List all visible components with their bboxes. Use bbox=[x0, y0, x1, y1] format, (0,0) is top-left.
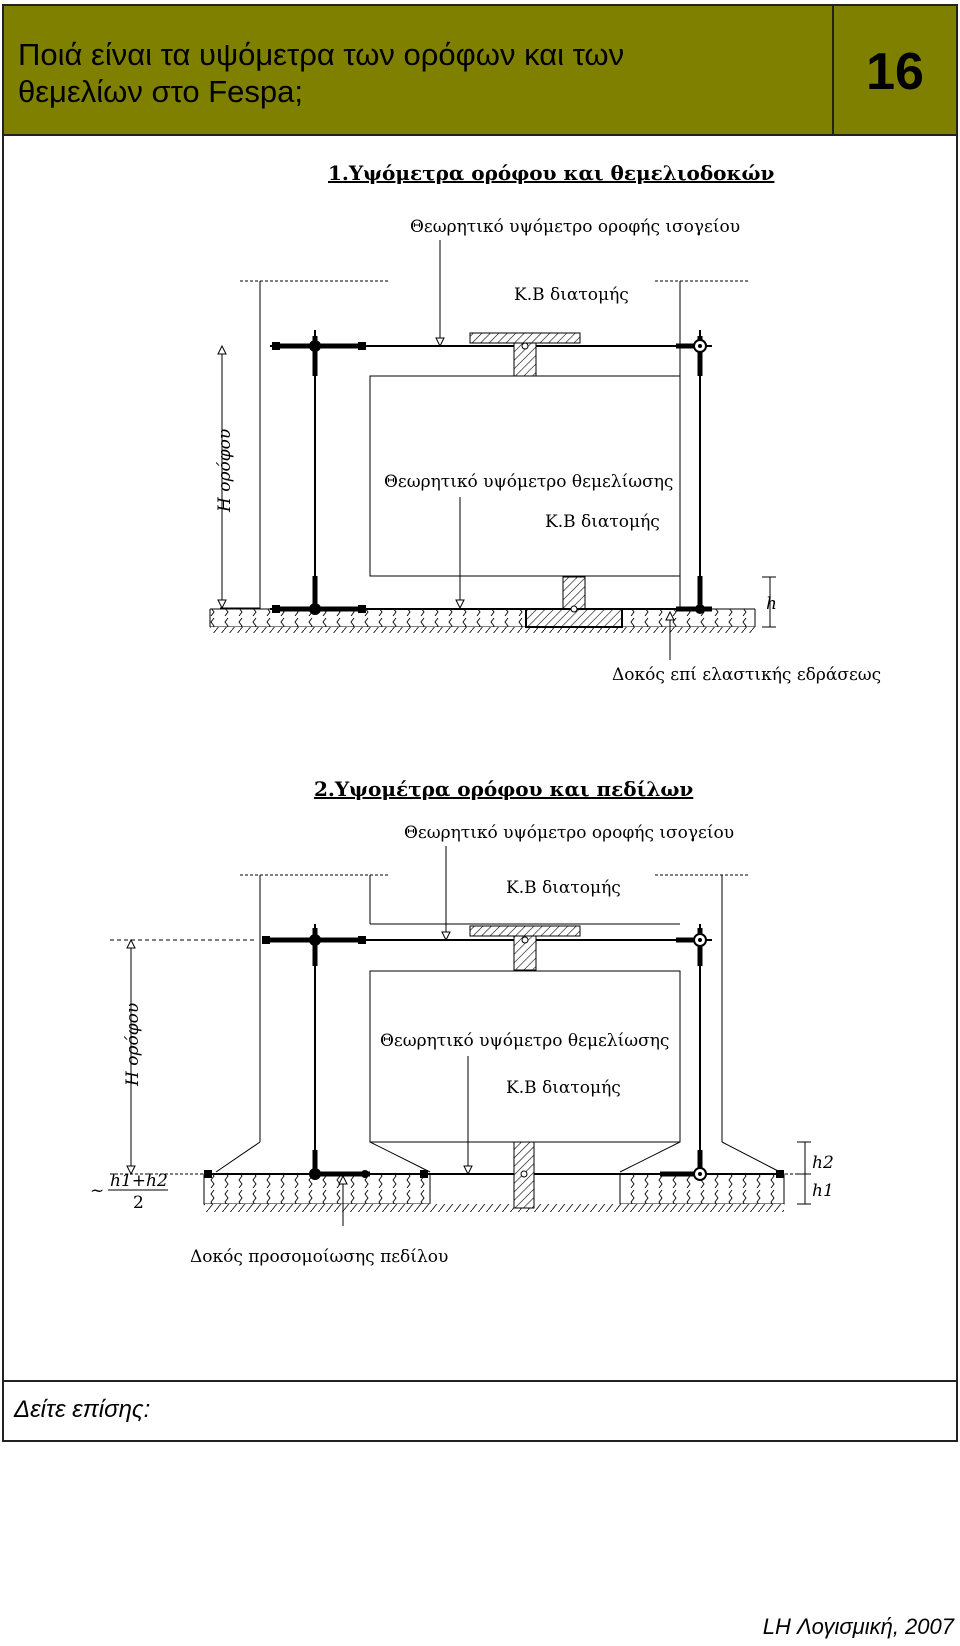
diagram2-t-flange-top bbox=[470, 926, 580, 936]
footer-credit: LH Λογισμική, 2007 bbox=[762, 1614, 954, 1639]
diagram1-section-top: Κ.Β διατομής bbox=[514, 285, 629, 305]
diagram2-footing-left-slopes bbox=[216, 1142, 430, 1172]
diagram1-roof-arrow bbox=[436, 338, 444, 346]
see-also-row bbox=[2, 1380, 958, 1442]
diagram1-foundation-label: Θεωρητικό υψόμετρο θεμελίωσης bbox=[384, 472, 674, 492]
diagram1-ground-hatch bbox=[210, 627, 755, 633]
diagram1-t-web-bottom bbox=[563, 577, 585, 609]
diagram2-foundation-label: Θεωρητικό υψόμετρο θεμελίωσης bbox=[380, 1031, 670, 1051]
diagram1-joint-bottom-left bbox=[272, 576, 366, 615]
diagram1-roof-label: Θεωρητικό υψόμετρο οροφής ισογείου bbox=[410, 217, 741, 237]
diagram2-height-label: Η ορόφου bbox=[123, 1002, 143, 1086]
diagram1-height-arrow-bottom bbox=[218, 600, 226, 608]
diagram2-formula-denominator: 2 bbox=[133, 1193, 144, 1213]
see-also-label: Δείτε επίσης: bbox=[14, 1396, 151, 1423]
page-title: Ποιά είναι τα υψόμετρα των ορόφων και των θεμελίων στο Fespa; bbox=[18, 37, 625, 109]
diagram1-node-top bbox=[522, 343, 528, 349]
diagram2-inner-box bbox=[370, 971, 680, 1142]
diagram2-section-top: Κ.Β διατομής bbox=[506, 878, 621, 898]
diagram1-section-bottom: Κ.Β διατομής bbox=[545, 512, 660, 532]
diagram2-roof-label: Θεωρητικό υψόμετρο οροφής ισογείου bbox=[404, 823, 735, 843]
diagram2-roof-arrow bbox=[442, 932, 450, 940]
diagram2-joint-top-right bbox=[676, 928, 706, 966]
diagram2-h1-label: h1 bbox=[812, 1181, 834, 1201]
diagram2-node-bottom bbox=[521, 1171, 527, 1177]
diagram1-joint-top-left bbox=[272, 336, 366, 376]
diagram1-node-bottom bbox=[571, 606, 577, 612]
diagram2-h2-label: h2 bbox=[812, 1153, 834, 1173]
diagram2-formula-numerator: h1+h2 bbox=[110, 1171, 168, 1191]
diagram2-node-top bbox=[522, 937, 528, 943]
diagram1-title: 1.Υψόμετρα ορόφου και θεμελιοδοκών bbox=[328, 161, 775, 185]
diagram1-height-arrow-top bbox=[218, 346, 226, 354]
diagram1-height-label: Η ορόφου bbox=[215, 428, 235, 512]
diagram2-joint-top-left bbox=[262, 928, 366, 966]
diagram1-t-flange-top bbox=[470, 333, 580, 343]
diagram2-formula-tilde: ~ bbox=[90, 1181, 105, 1201]
diagram-2 bbox=[90, 777, 834, 1267]
diagram1-joint-bottom-right bbox=[676, 576, 712, 614]
diagram2-beam-label: Δοκός προσομοίωσης πεδίλου bbox=[190, 1247, 449, 1267]
diagram2-foundation-arrow bbox=[464, 1166, 472, 1174]
diagram1-beam-label: Δοκός επί ελαστικής εδράσεως bbox=[612, 665, 882, 685]
diagram2-title: 2.Υψομέτρα ορόφου και πεδίλων bbox=[314, 777, 694, 801]
page-number: 16 bbox=[866, 43, 924, 101]
diagram1-h-label: h bbox=[766, 594, 777, 614]
diagram1-foundation-arrow bbox=[456, 600, 464, 608]
diagram2-section-bottom: Κ.Β διατομής bbox=[506, 1078, 621, 1098]
diagram2-height-arrow-top bbox=[127, 940, 135, 948]
diagram-1 bbox=[210, 161, 881, 685]
diagram2-ground-hatch bbox=[204, 1204, 784, 1212]
